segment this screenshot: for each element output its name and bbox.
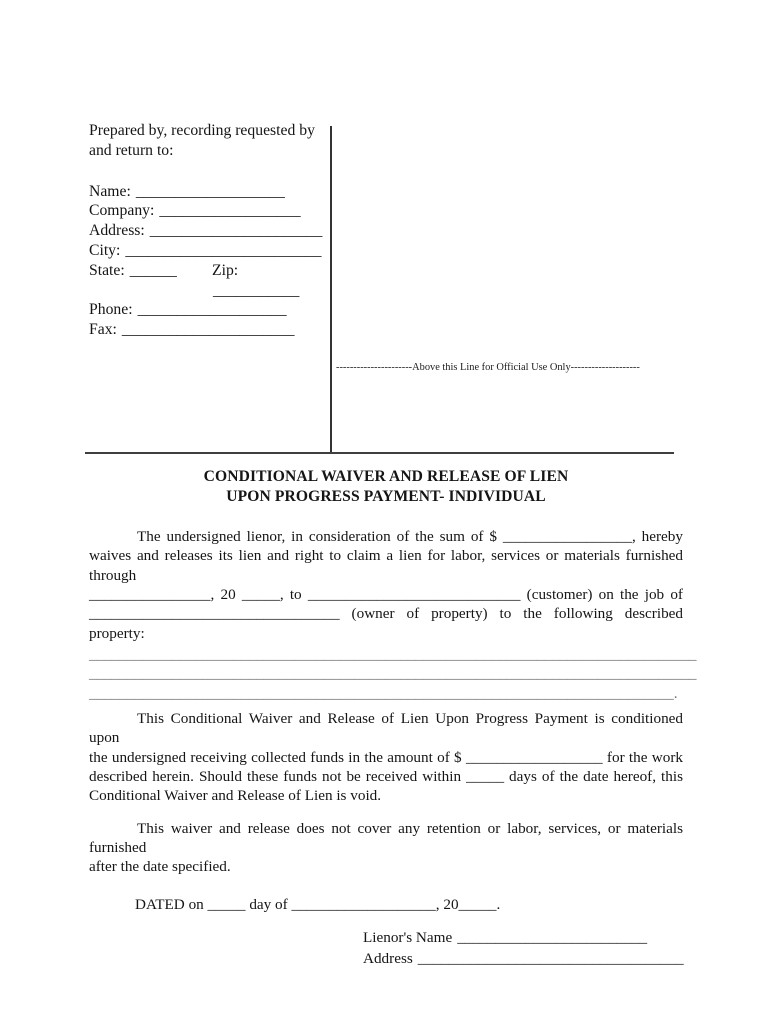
fax-blank-line[interactable]: ______________________ xyxy=(121,321,295,339)
dated-line: DATED on _____ day of ___________________, 20_____. xyxy=(135,895,501,913)
official-use-only-label: ----------------------Above this Line for Official Use Only-------------------- xyxy=(336,362,640,373)
vertical-divider-line xyxy=(330,126,332,453)
zip-label: Zip: xyxy=(212,261,239,279)
phone-label: Phone: xyxy=(89,301,133,319)
paragraph-condition xyxy=(89,709,683,805)
field-row-address xyxy=(89,221,333,241)
state-label: State: xyxy=(89,261,125,279)
field-row-phone xyxy=(89,300,333,320)
address-label: Address: xyxy=(89,222,145,240)
title-line-2: UPON PROGRESS PAYMENT- INDIVIDUAL xyxy=(226,487,546,505)
state-blank-line[interactable]: ______ xyxy=(129,261,177,279)
paragraph-line: This waiver and release does not cover any retention or labor, services, or materials furnished xyxy=(89,819,683,856)
field-row-city xyxy=(89,241,333,261)
phone-blank-line[interactable]: ___________________ xyxy=(137,301,287,319)
paragraph-line: Conditional Waiver and Release of Lien is void. xyxy=(89,787,382,805)
paragraph-line: waives and releases its lien and right to claim a lien for labor, services or materials furnished through xyxy=(89,547,683,584)
horizontal-rule xyxy=(85,452,674,454)
city-blank-line[interactable]: _________________________ xyxy=(125,241,322,259)
property-description-line-1[interactable]: ________________________________________________________________________________ xyxy=(89,645,697,663)
field-row-company xyxy=(89,201,333,221)
prepared-by-line1: Prepared by, recording requested by xyxy=(89,122,315,139)
prepared-by-block xyxy=(89,121,333,340)
document-title xyxy=(89,467,683,506)
paragraph-consideration xyxy=(89,527,683,643)
signature-block xyxy=(89,927,683,970)
paragraph-line: after the date specified. xyxy=(89,858,231,876)
paragraph-line: The undersigned lienor, in consideration of the sum of $ _________________, hereby xyxy=(137,528,683,546)
lienor-name-row xyxy=(363,927,683,949)
property-description-line-2[interactable]: ________________________________________________________________________________ xyxy=(89,665,697,683)
address-blank-line[interactable]: ______________________ xyxy=(149,222,323,240)
field-row-fax xyxy=(89,320,333,340)
field-row-state-zip xyxy=(89,261,333,281)
lienors-name-blank-line[interactable]: _________________________ xyxy=(457,928,648,946)
city-label: City: xyxy=(89,241,121,259)
paragraph-line: This Conditional Waiver and Release of Lien Upon Progress Payment is conditioned upon xyxy=(89,710,683,747)
prepared-by-line2: and return to: xyxy=(89,141,174,159)
address-row xyxy=(363,948,683,970)
name-label: Name: xyxy=(89,182,131,200)
name-blank-line[interactable]: ___________________ xyxy=(135,182,285,200)
lienors-name-label: Lienor's Name xyxy=(363,928,453,946)
title-line-1: CONDITIONAL WAIVER AND RELEASE OF LIEN xyxy=(203,468,569,485)
company-blank-line[interactable]: __________________ xyxy=(159,202,301,220)
zip-blank-line[interactable]: ___________ xyxy=(213,281,300,299)
fax-label: Fax: xyxy=(89,321,117,339)
paragraph-line: _________________________________ (owner of property) to the following described xyxy=(89,605,683,623)
paragraph-retention xyxy=(89,819,683,877)
company-label: Company: xyxy=(89,202,155,220)
paragraph-line: ________________, 20 _____, to ____________________________ (customer) on the job of xyxy=(89,586,683,604)
paragraph-line: the undersigned receiving collected funds in the amount of $ __________________ for the work xyxy=(89,748,683,766)
signature-address-blank-line[interactable]: ___________________________________ xyxy=(417,950,684,968)
field-row-zip-blank xyxy=(89,281,333,301)
property-description-blanks xyxy=(89,645,701,703)
signature-address-label: Address xyxy=(363,950,413,968)
document-body xyxy=(89,467,697,970)
paragraph-line: property: xyxy=(89,624,145,642)
spacer xyxy=(89,161,333,182)
field-row-name xyxy=(89,182,333,202)
property-description-line-3[interactable]: _____________________________________________________________________________. xyxy=(89,684,678,702)
paragraph-line: described herein. Should these funds not be received within _____ days of the date hereof, this xyxy=(89,768,683,786)
